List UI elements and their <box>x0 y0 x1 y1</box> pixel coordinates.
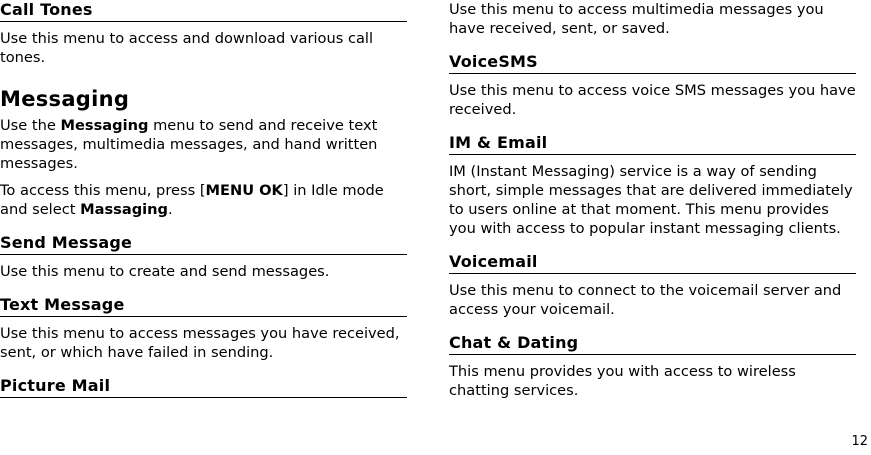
massaging-menu-name: Massaging <box>80 201 168 218</box>
im-email-text: IM (Instant Messaging) service is a way of sending short, simple messages that are delivered immediately to users online at that moment. This menu provides you with access to popular instant messaging clients. <box>449 163 853 237</box>
voicemail-heading: Voicemail <box>449 252 856 274</box>
picture-mail-section <box>0 376 407 398</box>
picture-mail-continued <box>449 0 856 38</box>
send-message-section <box>0 233 407 281</box>
voicesms-heading: VoiceSMS <box>449 52 856 74</box>
call-tones-heading: Call Tones <box>0 0 407 22</box>
text-message-heading: Text Message <box>0 295 407 317</box>
call-tones-text: Use this menu to access and download various call tones. <box>0 30 374 66</box>
text-message-text: Use this menu to access messages you have received, sent, or which have failed in sending. <box>0 325 400 361</box>
messaging-access-text: To access this menu, press [MENU OK] in Idle mode and select Massaging. <box>0 182 384 218</box>
messaging-menu-name: Messaging <box>60 117 149 134</box>
messaging-intro: Use the Messaging menu to send and receive text messages, multimedia messages, and hand written messages. <box>0 117 378 172</box>
voicemail-section <box>449 252 856 319</box>
menu-ok-key: MENU OK <box>205 182 283 199</box>
send-message-heading: Send Message <box>0 233 407 255</box>
chat-dating-text: This menu provides you with access to wireless chatting services. <box>449 363 796 399</box>
chat-dating-section <box>449 333 856 400</box>
chat-dating-heading: Chat & Dating <box>449 333 856 355</box>
send-message-text: Use this menu to create and send messages. <box>0 263 330 280</box>
page-number: 12 <box>851 434 868 449</box>
im-email-heading: IM & Email <box>449 133 856 155</box>
voicemail-text: Use this menu to connect to the voicemail server and access your voicemail. <box>449 282 842 318</box>
text-message-section <box>0 295 407 362</box>
voicesms-section <box>449 52 856 119</box>
messaging-section <box>0 87 407 219</box>
picture-mail-text: Use this menu to access multimedia messages you have received, sent, or saved. <box>449 1 824 37</box>
call-tones-section <box>0 0 407 67</box>
messaging-heading: Messaging <box>0 87 130 111</box>
im-email-section <box>449 133 856 238</box>
voicesms-text: Use this menu to access voice SMS messages you have received. <box>449 82 856 118</box>
right-column <box>449 0 856 414</box>
left-column <box>0 0 407 412</box>
picture-mail-heading: Picture Mail <box>0 376 407 398</box>
